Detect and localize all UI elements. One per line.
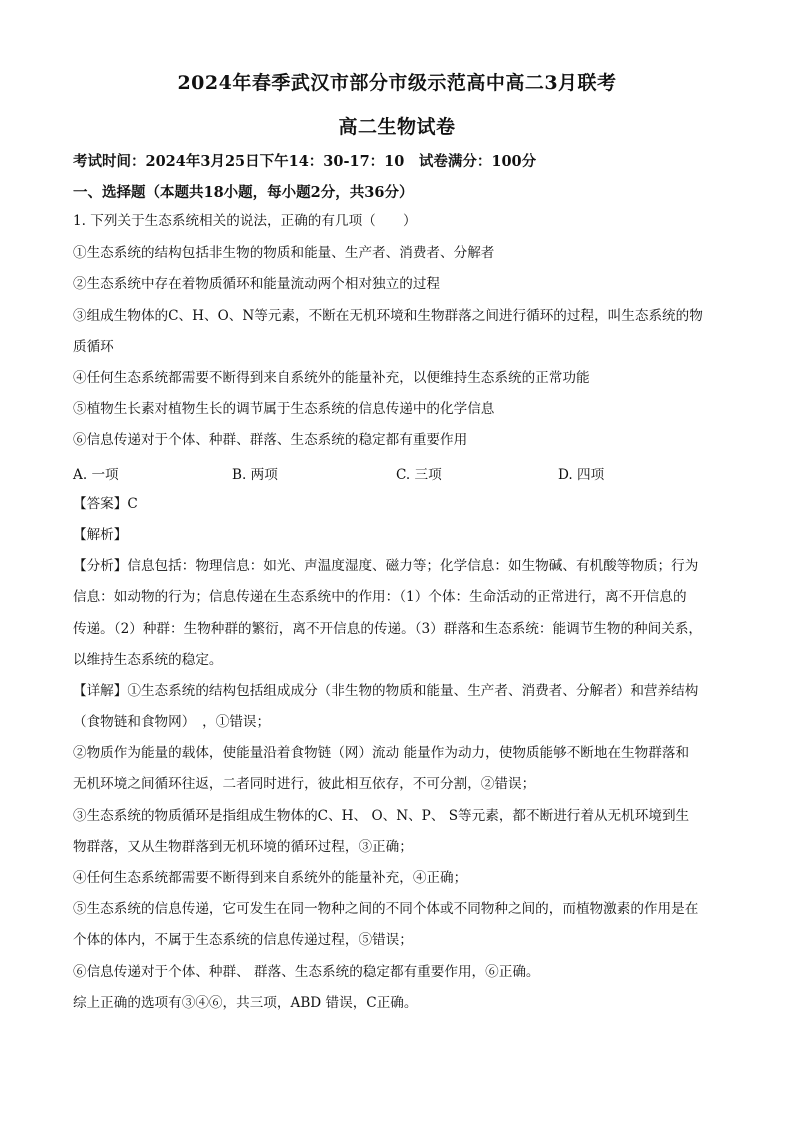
statement-1: ①生态系统的结构包括非生物的物质和能量、生产者、消费者、分解者: [73, 245, 495, 261]
detail-line-3: ②物质作为能量的载体，使能量沿着食物链（网）流动 能量作为动力，使物质能够不断地在生物群落和: [73, 745, 690, 761]
detail-line-1: 【详解】①生态系统的结构包括组成成分（非生物的物质和能量、生产者、消费者、分解者）和营养结构: [73, 683, 699, 699]
detail-line-10: ⑥信息传递对于个体、种群、 群落、生态系统的稳定都有重要作用，⑥正确。: [73, 964, 540, 980]
section-heading: 一、选择题（本题共18小题，每小题2分，共36分）: [73, 184, 414, 201]
question-stem: 1. 下列关于生态系统相关的说法，正确的有几项（ ）: [73, 213, 417, 229]
option-a: A. 一项: [73, 467, 119, 483]
detail-line-2: （食物链和食物网） ，①错误；: [73, 714, 271, 730]
detail-line-8: ⑤生态系统的信息传递，它可发生在同一物种之间的不同个体或不同物种之间的，而植物激素的作用是在: [73, 901, 699, 917]
detail-line-7: ④任何生态系统都需要不断得到来自系统外的能量补充，④正确；: [73, 870, 468, 886]
statement-5: ⑤植物生长素对植物生长的调节属于生态系统的信息传递中的化学信息: [73, 401, 495, 417]
exam-info: 考试时间：2024年3月25日下午14：30-17：10 试卷满分：100分: [73, 153, 537, 170]
statement-3: ③组成生物体的C、H、O、N等元素，不断在无机环境和生物群落之间进行循环的过程，叫生态系统的物: [73, 308, 703, 324]
statement-6: ⑥信息传递对于个体、种群、群落、生态系统的稳定都有重要作用: [73, 432, 468, 448]
statement-3-cont: 质循环: [73, 339, 114, 355]
detail-line-11: 综上正确的选项有③④⑥，共三项，ABD 错误，C正确。: [73, 995, 418, 1011]
exam-title: 2024年春季武汉市部分市级示范高中高二3月联考: [177, 72, 617, 94]
statement-4: ④任何生态系统都需要不断得到来自系统外的能量补充，以便维持生态系统的正常功能: [73, 370, 590, 386]
statement-2: ②生态系统中存在着物质循环和能量流动两个相对独立的过程: [73, 276, 441, 292]
analysis-line-1: 【分析】信息包括：物理信息：如光、声温度湿度、磁力等；化学信息：如生物碱、有机酸等物质；行为: [73, 558, 699, 574]
option-c: C. 三项: [396, 467, 442, 483]
analysis-line-2: 信息：如动物的行为；信息传递在生态系统中的作用：（1）个体：生命活动的正常进行，离不开信息的: [73, 589, 687, 605]
analysis-line-3: 传递。（2）种群：生物种群的繁衍，离不开信息的传递。（3）群落和生态系统：能调节生物的种间关系，: [73, 621, 703, 637]
detail-line-5: ③生态系统的物质循环是指组成生物体的C、H、 O、N、P、 S等元素，都不断进行着从无机环境到生: [73, 808, 690, 824]
detail-line-4: 无机环境之间循环往返，二者同时进行，彼此相互依存，不可分割，②错误；: [73, 776, 536, 792]
option-d: D. 四项: [558, 467, 605, 483]
analysis-line-4: 以维持生态系统的稳定。: [73, 652, 223, 668]
detail-line-9: 个体的体内，不属于生态系统的信息传递过程，⑤错误；: [73, 932, 413, 948]
analysis-label: 【解析】: [73, 527, 128, 543]
exam-subtitle: 高二生物试卷: [338, 116, 456, 138]
answer: 【答案】C: [73, 496, 138, 512]
detail-line-6: 物群落，又从生物群落到无机环境的循环过程，③正确；: [73, 839, 413, 855]
option-b: B. 两项: [232, 467, 278, 483]
